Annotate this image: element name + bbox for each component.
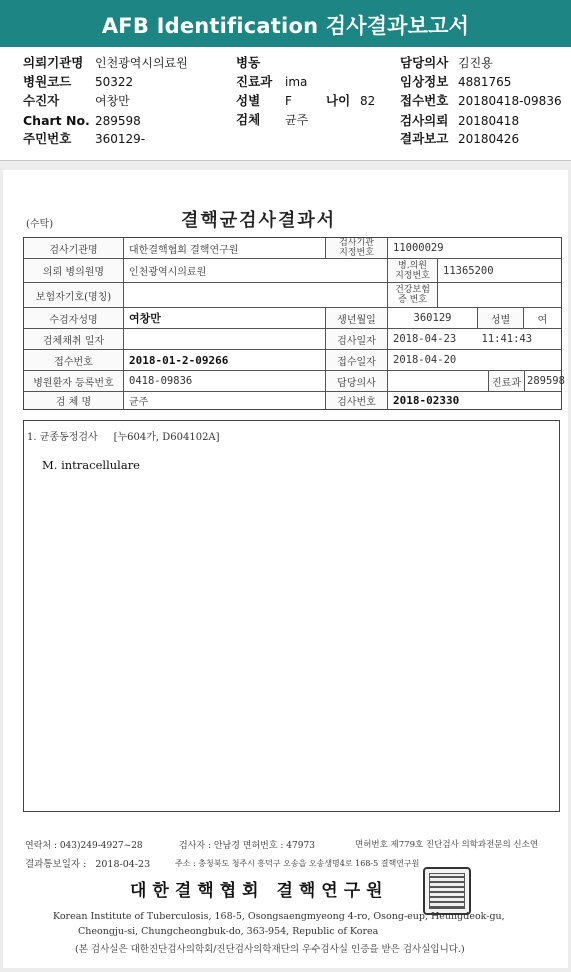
info-value-request-date: 20180418 bbox=[458, 114, 520, 128]
cell-label-receipt-no: 접수번호 bbox=[24, 350, 124, 370]
info-label-clinical: 임상정보 bbox=[400, 74, 449, 89]
patient-info-panel bbox=[0, 47, 571, 161]
footer-address-kr: 주소 : 충청북도 청주시 흥덕구 오송읍 오송생명4로 168-5 결핵연구원 bbox=[175, 859, 420, 868]
footer-address-en-line2: Cheongju-si, Chungcheongbuk-do, 363-954, Republic of Korea bbox=[78, 926, 379, 937]
info-label-ward: 병동 bbox=[236, 55, 261, 70]
info-label-chart-no: Chart No. bbox=[23, 113, 90, 128]
cell-label-test-no: 검사번호 bbox=[326, 392, 388, 409]
table-row bbox=[24, 371, 565, 392]
report-title: 결핵균검사결과서 bbox=[181, 210, 337, 231]
info-label-doctor: 담당의사 bbox=[400, 55, 449, 70]
cell-label-hospital: 의뢰 병의원명 bbox=[24, 259, 124, 282]
cell-label-birth-date: 생년월일 bbox=[326, 308, 388, 328]
info-label-specimen: 검체 bbox=[236, 112, 261, 127]
seal-pattern bbox=[429, 873, 465, 909]
cell-label-sex: 성별 bbox=[478, 308, 524, 328]
table-row bbox=[24, 350, 561, 371]
footer-license: 면허번호 제779호 진단검사 의학과전문의 신소연 bbox=[355, 840, 539, 850]
info-value-hospital-code: 50322 bbox=[95, 75, 134, 89]
cell-label-lab-name: 검사기관명 bbox=[24, 238, 124, 258]
scanned-report-page bbox=[3, 170, 568, 968]
cell-value-test-date: 2018-04-23 11:41:43 bbox=[393, 333, 533, 345]
footer-organization: 대한결핵협회 결핵연구원 bbox=[130, 881, 389, 901]
info-value-department: ima bbox=[285, 75, 308, 89]
info-label-accession: 접수번호 bbox=[400, 93, 449, 108]
table-row bbox=[24, 308, 561, 329]
info-label-hospital-code: 병원코드 bbox=[23, 74, 72, 89]
info-value-resident-no: 360129- bbox=[95, 132, 146, 146]
cell-value-test-no: 2018-02330 bbox=[393, 394, 460, 407]
cell-label-department: 진료과 bbox=[489, 371, 525, 391]
result-box bbox=[23, 420, 560, 812]
cell-value-patient-name: 여창만 bbox=[124, 308, 326, 328]
info-value-institution: 인천광역시의료원 bbox=[95, 56, 188, 70]
official-seal bbox=[423, 867, 471, 915]
cell-value-insurer bbox=[124, 283, 388, 307]
footer-contact: 연락처 : 043)249-4927~28 bbox=[25, 841, 143, 851]
footer-certification-note: (본 검사실은 대한진단검사의학회/진단검사의학재단의 우수검사실 인증을 받은 검사실입니다.) bbox=[75, 944, 465, 955]
info-label-patient: 수진자 bbox=[23, 93, 60, 108]
cell-value-department: 289598 bbox=[527, 375, 565, 387]
info-label-sex: 성별 bbox=[236, 93, 261, 108]
cell-value-collection-date bbox=[124, 329, 326, 349]
info-label-report-date: 결과보고 bbox=[400, 131, 449, 146]
footer-report-date: 결과통보일자 : 2018-04-23 bbox=[25, 859, 151, 870]
cell-value-lab-id: 11000029 bbox=[393, 242, 444, 254]
cell-label-attending: 담당의사 bbox=[326, 371, 388, 391]
cell-value-attending bbox=[388, 371, 489, 391]
receipt-mark: (수탁) bbox=[26, 219, 54, 230]
info-value-accession: 20180418-09836 bbox=[458, 94, 562, 108]
info-value-age: 82 bbox=[360, 94, 376, 108]
info-label-request-date: 검사의뢰 bbox=[400, 113, 449, 128]
cell-value-receipt-no: 2018-01-2-09266 bbox=[124, 350, 326, 370]
cell-label-receipt-date: 접수일자 bbox=[326, 350, 388, 370]
cell-value-insurance-no bbox=[438, 283, 561, 307]
table-row bbox=[24, 238, 561, 259]
info-value-patient: 여창만 bbox=[95, 94, 130, 108]
footer-tester: 검사자 : 안남경 면허번호 : 47973 bbox=[179, 841, 315, 851]
cell-value-specimen: 균주 bbox=[124, 392, 326, 409]
cell-value-hospital-id: 11365200 bbox=[443, 264, 494, 277]
cell-label-hospital-id: 병.의원 지정번호 bbox=[388, 259, 438, 282]
cell-value-hospital: 인천광역시의료원 bbox=[124, 259, 388, 282]
table-row bbox=[24, 392, 561, 409]
cell-label-patient-reg-no: 병원환자 등록번호 bbox=[24, 371, 124, 391]
info-value-doctor: 김진용 bbox=[458, 56, 493, 70]
cell-label-lab-id: 검사기관 지정번호 bbox=[326, 238, 388, 258]
info-label-institution: 의뢰기관명 bbox=[23, 55, 84, 70]
result-organism: M. intracellulare bbox=[42, 458, 140, 472]
table-row bbox=[24, 329, 561, 350]
cell-value-birth-date: 360129 bbox=[388, 308, 478, 328]
info-label-age: 나이 bbox=[326, 93, 351, 108]
cell-value-sex: 여 bbox=[537, 314, 548, 326]
info-value-report-date: 20180426 bbox=[458, 132, 520, 146]
table-row bbox=[24, 283, 561, 308]
cell-value-lab-name: 대한결핵협회 결핵연구원 bbox=[124, 238, 326, 258]
info-value-specimen: 균주 bbox=[285, 113, 309, 127]
cell-label-specimen: 검 체 명 bbox=[24, 392, 124, 409]
cell-label-collection-date: 검체채취 일자 bbox=[24, 329, 124, 349]
cell-label-insurer: 보험자기호(명칭) bbox=[24, 283, 124, 307]
cell-label-patient-name: 수검자성명 bbox=[24, 308, 124, 328]
info-value-chart-no: 289598 bbox=[95, 114, 141, 128]
footer-address-en-line1: Korean Institute of Tuberculosis, 168-5, Osongsaengmyeong 4-ro, Osong-eup, Heungdeok-gu, bbox=[53, 911, 505, 922]
info-label-resident-no: 주민번호 bbox=[23, 131, 72, 146]
info-value-sex: F bbox=[285, 94, 292, 108]
report-info-table bbox=[23, 237, 565, 410]
info-value-clinical: 4881765 bbox=[458, 75, 512, 89]
result-test-line: 1. 균종동정검사 [누604가, D604102A] bbox=[27, 432, 220, 443]
cell-label-insurance-no: 건강보험 증 번호 bbox=[388, 283, 438, 307]
report-header-bar bbox=[0, 0, 571, 48]
cell-value-receipt-date: 2018-04-20 bbox=[393, 354, 457, 366]
info-label-department: 진료과 bbox=[236, 74, 273, 89]
table-row bbox=[24, 259, 561, 283]
cell-label-test-date: 검사일자 bbox=[326, 329, 388, 349]
cell-value-patient-reg-no: 0418-09836 bbox=[124, 371, 326, 391]
report-header-title: AFB Identification 검사결과보고서 bbox=[101, 14, 470, 38]
